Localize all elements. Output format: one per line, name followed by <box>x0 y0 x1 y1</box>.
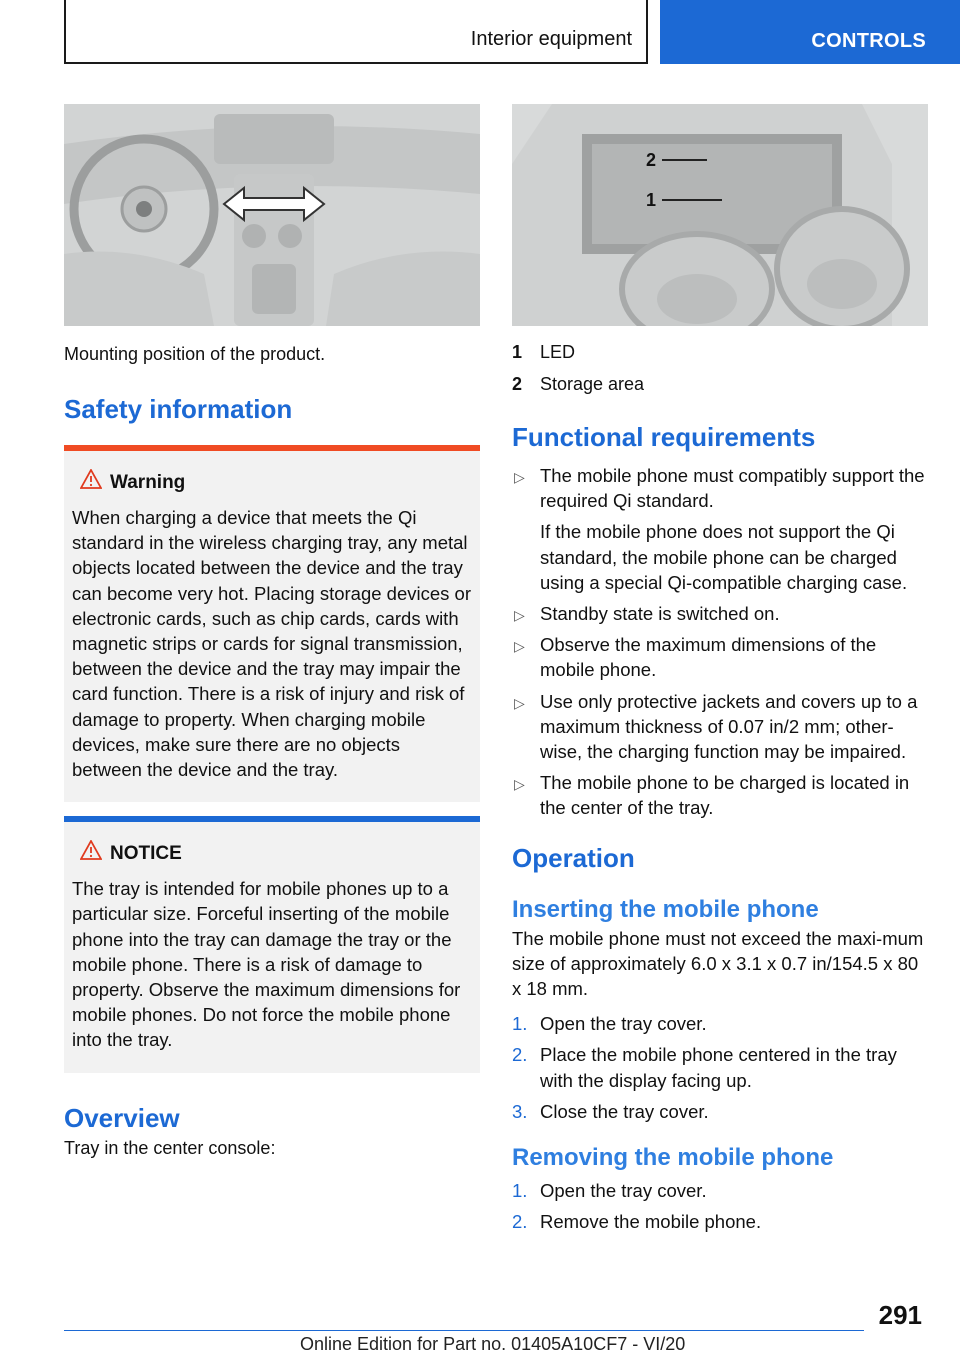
step-item <box>512 1042 928 1092</box>
inserting-heading: Inserting the mobile phone <box>512 895 819 923</box>
step-text: Place the mobile phone centered in the tray with the display facing up. <box>540 1044 897 1091</box>
dashboard-figure <box>64 104 480 326</box>
figure-label-1: 1 <box>646 190 657 210</box>
requirement-item <box>512 770 928 820</box>
removing-steps <box>512 1178 928 1234</box>
figure-label-2: 2 <box>646 150 657 170</box>
header-section-title: Interior equipment <box>470 28 632 50</box>
step-item <box>512 1099 928 1124</box>
inserting-steps <box>512 1011 928 1124</box>
notice-title-row <box>72 842 472 872</box>
step-text: Close the tray cover. <box>540 1100 709 1122</box>
safety-heading: Safety information <box>64 394 293 424</box>
header-chapter-title: CONTROLS <box>811 30 926 52</box>
overview-heading: Overview <box>64 1102 180 1133</box>
step-text: Open the tray cover. <box>540 1180 707 1202</box>
warning-text: When charging a device that meets the Qi standard in the wireless charging tray, any metal objects located between the device and the tray can become very hot. Placing storage devices or electronic cards, such as chip cards, cards with magnetic strips or cards for signal transmission, between the device and the tray may impair the card function. There is a risk of injury and risk of damage to property. When charging mobile devices, make sure there are no objects between the device and the tray. <box>72 507 471 781</box>
triangle-bullet-icon: ▷ <box>514 469 525 485</box>
page-number: 291 <box>878 1300 922 1330</box>
step-item <box>512 1209 928 1234</box>
requirement-text: Use only protective jackets and covers up to a maximum thickness of 0.07 in/2 mm; other-wise, the charging function may be impaired. <box>540 690 918 763</box>
triangle-bullet-icon: ▷ <box>514 607 525 624</box>
functional-requirements-heading: Functional requirements <box>512 422 816 452</box>
figure-caption: Mounting position of the product. <box>64 344 326 364</box>
left-column <box>64 104 480 1159</box>
requirement-item <box>512 689 928 765</box>
step-number: 2. <box>512 1211 528 1233</box>
charging-tray-illustration <box>512 104 928 326</box>
operation-heading: Operation <box>512 842 635 873</box>
legend-label: Storage area <box>540 374 645 394</box>
requirement-text: The mobile phone to be charged is located in the center of the tray. <box>540 772 910 819</box>
step-number: 2. <box>512 1044 528 1066</box>
overview-text: Tray in the center console: <box>64 1137 276 1158</box>
notice-title: NOTICE <box>110 843 182 865</box>
step-text: Open the tray cover. <box>540 1013 707 1035</box>
tray-figure <box>512 104 928 326</box>
warning-title: Warning <box>110 472 186 493</box>
step-item <box>512 1178 928 1203</box>
step-number: 1. <box>512 1013 528 1035</box>
inserting-text: The mobile phone must not exceed the maxi-mum size of approximately 6.0 x 3.1 x 0.7 in/154.5 x 80 x 18 mm. <box>512 927 924 1000</box>
requirement-text: The mobile phone must compatibly support the required Qi standard. <box>540 465 925 512</box>
car-interior-illustration <box>64 104 480 326</box>
step-number: 1. <box>512 1180 528 1202</box>
warning-title-row <box>72 471 472 501</box>
step-item <box>512 1011 928 1036</box>
legend-label: LED <box>540 342 576 362</box>
triangle-bullet-icon: ▷ <box>514 638 525 655</box>
requirement-item <box>512 632 928 682</box>
header-chapter-tab[interactable] <box>660 0 960 64</box>
requirement-text: Standby state is switched on. <box>540 603 780 625</box>
requirement-item <box>512 463 928 595</box>
requirement-text: Observe the maximum dimensions of the mobile phone. <box>540 634 877 681</box>
header-section-box <box>64 0 648 64</box>
step-number: 3. <box>512 1100 528 1122</box>
figure-legend <box>512 336 928 400</box>
footer-edition: Online Edition for Part no. 01405A10CF7 - VI/20 <box>300 1334 686 1354</box>
legend-item <box>512 336 928 368</box>
right-column <box>512 104 928 1240</box>
requirement-subtext: If the mobile phone does not support the Qi standard, the mobile phone can be charged using a special Qi-compatible charging case. <box>540 521 908 593</box>
legend-item <box>512 368 928 400</box>
removing-heading: Removing the mobile phone <box>512 1144 834 1172</box>
legend-number: 2 <box>512 374 523 394</box>
requirements-list <box>512 463 928 821</box>
legend-number: 1 <box>512 342 523 362</box>
requirement-item <box>512 601 928 626</box>
triangle-bullet-icon: ▷ <box>514 694 525 711</box>
warning-triangle-icon <box>80 840 102 867</box>
footer-divider <box>64 1330 864 1331</box>
warning-box <box>64 445 480 802</box>
triangle-bullet-icon: ▷ <box>514 776 525 793</box>
notice-text: The tray is intended for mobile phones up to a particular size. Forceful inserting of the mobile phone into the tray can damage the tray or the mobile phone. There is a risk of damage to property. Observe the maximum dimensions for mobile phones. Do not force the mobile phone into the tray. <box>72 878 461 1051</box>
warning-triangle-icon <box>80 469 102 496</box>
step-text: Remove the mobile phone. <box>540 1211 762 1233</box>
notice-box <box>64 816 480 1072</box>
